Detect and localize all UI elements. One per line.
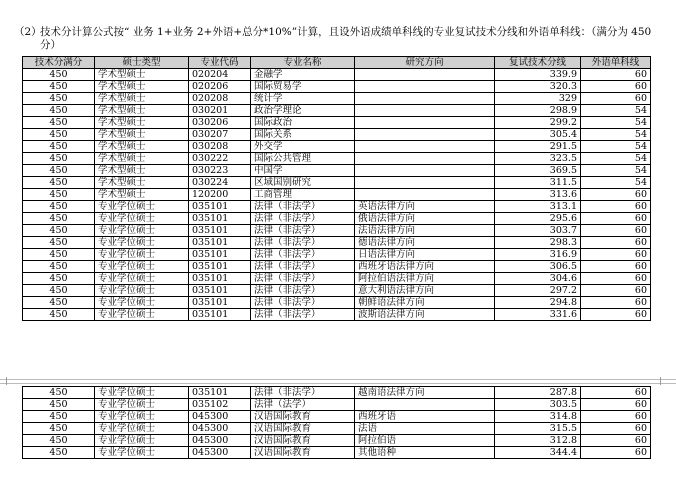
table-cell: 450 <box>23 273 95 285</box>
table-cell: 专业学位硕士 <box>95 285 189 297</box>
column-header: 研究方向 <box>355 57 495 69</box>
table-cell: 60 <box>581 225 651 237</box>
table-cell: 344.4 <box>495 447 581 459</box>
table-cell: 450 <box>23 189 95 201</box>
table-row <box>23 399 651 411</box>
table-cell: 035102 <box>189 399 251 411</box>
table-cell: 专业学位硕士 <box>95 387 189 399</box>
table-cell: 专业学位硕士 <box>95 213 189 225</box>
page-break-mark-left <box>6 377 17 385</box>
table-cell: 60 <box>581 213 651 225</box>
table-cell: 学术型硕士 <box>95 117 189 129</box>
table-cell: 国际贸易学 <box>251 81 355 93</box>
table-row <box>23 165 651 177</box>
table-cell: 314.8 <box>495 411 581 423</box>
table-cell: 法律（非法学） <box>251 297 355 309</box>
table-cell: 60 <box>581 411 651 423</box>
table-cell: 369.5 <box>495 165 581 177</box>
table-cell: 俄语法律方向 <box>355 213 495 225</box>
table-cell: 学术型硕士 <box>95 153 189 165</box>
table-cell <box>355 69 495 81</box>
table-cell: 国际公共管理 <box>251 153 355 165</box>
table-cell: 450 <box>23 423 95 435</box>
table-cell: 汉语国际教育 <box>251 447 355 459</box>
intro-text-line2: 分） <box>40 39 61 51</box>
table-row <box>23 153 651 165</box>
table-cell: 450 <box>23 93 95 105</box>
table-cell: 学术型硕士 <box>95 189 189 201</box>
table-cell: 54 <box>581 165 651 177</box>
table-row <box>23 213 651 225</box>
table-cell: 法律（非法学） <box>251 237 355 249</box>
table-cell: 法律（非法学） <box>251 201 355 213</box>
table-cell: 60 <box>581 69 651 81</box>
table-cell: 日语法律方向 <box>355 249 495 261</box>
table-cell: 其他语种 <box>355 447 495 459</box>
table-cell: 298.3 <box>495 237 581 249</box>
table-cell: 60 <box>581 435 651 447</box>
table-cell: 450 <box>23 435 95 447</box>
table-cell: 西班牙语 <box>355 411 495 423</box>
table-cell: 045300 <box>189 435 251 447</box>
table-cell: 120200 <box>189 189 251 201</box>
table-cell: 专业学位硕士 <box>95 225 189 237</box>
table-cell: 阿拉伯语法律方向 <box>355 273 495 285</box>
table-cell: 312.8 <box>495 435 581 447</box>
table-cell: 60 <box>581 447 651 459</box>
table-cell: 450 <box>23 153 95 165</box>
column-header: 硕士类型 <box>95 57 189 69</box>
table-cell: 030208 <box>189 141 251 153</box>
column-header: 专业代码 <box>189 57 251 69</box>
table-cell <box>355 117 495 129</box>
table-cell: 专业学位硕士 <box>95 297 189 309</box>
table-cell: 60 <box>581 285 651 297</box>
table-cell: 60 <box>581 189 651 201</box>
table-row <box>23 81 651 93</box>
table-cell: 西班牙语法律方向 <box>355 261 495 273</box>
table-cell: 450 <box>23 387 95 399</box>
table-cell <box>355 129 495 141</box>
intro-paragraph <box>14 26 666 52</box>
table-row <box>23 249 651 261</box>
table-cell: 60 <box>581 237 651 249</box>
table-cell: 450 <box>23 213 95 225</box>
column-header: 专业名称 <box>251 57 355 69</box>
table-cell: 中国学 <box>251 165 355 177</box>
table-row <box>23 285 651 297</box>
table-cell: 315.5 <box>495 423 581 435</box>
table-row <box>23 261 651 273</box>
table-cell: 学术型硕士 <box>95 129 189 141</box>
table-cell: 020204 <box>189 69 251 81</box>
table-cell: 294.8 <box>495 297 581 309</box>
table-cell <box>355 105 495 117</box>
table-cell <box>355 189 495 201</box>
table-cell: 54 <box>581 141 651 153</box>
table-cell: 法律（非法学） <box>251 387 355 399</box>
table-cell: 越南语法律方向 <box>355 387 495 399</box>
table-cell: 030201 <box>189 105 251 117</box>
table-cell: 035101 <box>189 225 251 237</box>
table-cell: 汉语国际教育 <box>251 423 355 435</box>
table-cell: 450 <box>23 129 95 141</box>
table-cell: 450 <box>23 411 95 423</box>
table-cell: 专业学位硕士 <box>95 447 189 459</box>
table-cell: 035101 <box>189 297 251 309</box>
table-row <box>23 105 651 117</box>
table-cell <box>355 165 495 177</box>
table-cell: 汉语国际教育 <box>251 435 355 447</box>
table-cell: 035101 <box>189 387 251 399</box>
table-cell: 287.8 <box>495 387 581 399</box>
table-body-page2 <box>23 387 651 459</box>
table-cell: 450 <box>23 309 95 321</box>
table-cell: 专业学位硕士 <box>95 237 189 249</box>
table-cell: 311.5 <box>495 177 581 189</box>
table-cell: 汉语国际教育 <box>251 411 355 423</box>
table-cell: 450 <box>23 447 95 459</box>
table-cell: 60 <box>581 273 651 285</box>
table-cell: 045300 <box>189 411 251 423</box>
table-cell: 54 <box>581 177 651 189</box>
table-cell: 450 <box>23 177 95 189</box>
table-row <box>23 177 651 189</box>
table-cell: 法律（非法学） <box>251 309 355 321</box>
table-cell: 298.9 <box>495 105 581 117</box>
table-cell: 035101 <box>189 201 251 213</box>
table-cell: 学术型硕士 <box>95 69 189 81</box>
table-row <box>23 69 651 81</box>
table-cell: 法律（非法学） <box>251 273 355 285</box>
table-row <box>23 117 651 129</box>
table-cell: 035101 <box>189 285 251 297</box>
table-cell: 60 <box>581 309 651 321</box>
table-cell: 450 <box>23 297 95 309</box>
table-cell: 450 <box>23 237 95 249</box>
table-cell: 020206 <box>189 81 251 93</box>
table-cell: 工商管理 <box>251 189 355 201</box>
table-cell: 法语法律方向 <box>355 225 495 237</box>
table-cell: 朝鲜语法律方向 <box>355 297 495 309</box>
table-cell: 450 <box>23 399 95 411</box>
table-cell: 313.6 <box>495 189 581 201</box>
table-cell: 60 <box>581 81 651 93</box>
table-cell: 60 <box>581 297 651 309</box>
table-cell <box>355 177 495 189</box>
table-cell: 金融学 <box>251 69 355 81</box>
table-cell: 450 <box>23 201 95 213</box>
table-cell: 323.5 <box>495 153 581 165</box>
table-row <box>23 309 651 321</box>
table-cell: 320.3 <box>495 81 581 93</box>
table-cell: 450 <box>23 165 95 177</box>
table-row <box>23 447 651 459</box>
table-cell: 国际关系 <box>251 129 355 141</box>
table-cell: 329 <box>495 93 581 105</box>
table-header-row <box>23 57 651 69</box>
column-header: 外语单科线 <box>581 57 651 69</box>
table-cell: 035101 <box>189 237 251 249</box>
column-header: 技术分满分 <box>23 57 95 69</box>
table-cell: 035101 <box>189 309 251 321</box>
table-cell: 54 <box>581 117 651 129</box>
table-cell: 303.5 <box>495 399 581 411</box>
table-cell: 学术型硕士 <box>95 141 189 153</box>
intro-number: （2） <box>14 26 42 38</box>
table-cell: 030206 <box>189 117 251 129</box>
table-cell: 030223 <box>189 165 251 177</box>
table-row <box>23 225 651 237</box>
table-cell: 法律（法学） <box>251 399 355 411</box>
table-row <box>23 93 651 105</box>
table-row <box>23 423 651 435</box>
table-row <box>23 129 651 141</box>
table-row <box>23 435 651 447</box>
table-cell: 045300 <box>189 447 251 459</box>
table-cell: 297.2 <box>495 285 581 297</box>
table-cell: 450 <box>23 261 95 273</box>
table-cell: 学术型硕士 <box>95 165 189 177</box>
table-cell: 306.5 <box>495 261 581 273</box>
table-cell: 60 <box>581 93 651 105</box>
table-cell: 德语法律方向 <box>355 237 495 249</box>
table-cell: 法律（非法学） <box>251 261 355 273</box>
table-cell: 专业学位硕士 <box>95 399 189 411</box>
table-cell: 020208 <box>189 93 251 105</box>
table-cell: 阿拉伯语 <box>355 435 495 447</box>
table-row <box>23 189 651 201</box>
intro-line-1 <box>14 26 666 39</box>
table-cell: 法律（非法学） <box>251 225 355 237</box>
column-header: 复试技术分线 <box>495 57 581 69</box>
table-cell: 学术型硕士 <box>95 93 189 105</box>
table-row <box>23 201 651 213</box>
table-cell: 303.7 <box>495 225 581 237</box>
page-break-mark-right <box>660 377 671 385</box>
table-cell <box>355 93 495 105</box>
table-cell: 法律（非法学） <box>251 285 355 297</box>
table-cell <box>355 399 495 411</box>
table-cell: 60 <box>581 387 651 399</box>
table-cell: 030207 <box>189 129 251 141</box>
table-cell: 学术型硕士 <box>95 105 189 117</box>
table-cell: 专业学位硕士 <box>95 201 189 213</box>
score-table-page1 <box>22 56 651 321</box>
table-cell: 法语 <box>355 423 495 435</box>
table-cell: 450 <box>23 249 95 261</box>
table-row <box>23 387 651 399</box>
table-cell: 450 <box>23 105 95 117</box>
table-cell <box>355 153 495 165</box>
table-cell: 035101 <box>189 273 251 285</box>
table-cell: 450 <box>23 141 95 153</box>
table-cell: 035101 <box>189 213 251 225</box>
table-cell: 专业学位硕士 <box>95 309 189 321</box>
table-cell: 区域国别研究 <box>251 177 355 189</box>
table-cell: 60 <box>581 399 651 411</box>
table-cell <box>355 81 495 93</box>
table-cell: 291.5 <box>495 141 581 153</box>
table-cell: 波斯语法律方向 <box>355 309 495 321</box>
table-cell: 国际政治 <box>251 117 355 129</box>
table-cell: 意大利语法律方向 <box>355 285 495 297</box>
table-cell: 035101 <box>189 249 251 261</box>
table-cell: 450 <box>23 81 95 93</box>
table-cell: 450 <box>23 285 95 297</box>
table-cell: 304.6 <box>495 273 581 285</box>
table-cell: 305.4 <box>495 129 581 141</box>
table-cell: 313.1 <box>495 201 581 213</box>
table-cell: 450 <box>23 69 95 81</box>
table-cell: 统计学 <box>251 93 355 105</box>
table-cell: 299.2 <box>495 117 581 129</box>
table-cell: 60 <box>581 261 651 273</box>
table-cell: 316.9 <box>495 249 581 261</box>
table-cell: 专业学位硕士 <box>95 435 189 447</box>
table-cell: 法律（非法学） <box>251 249 355 261</box>
table-cell: 045300 <box>189 423 251 435</box>
table-cell: 54 <box>581 105 651 117</box>
score-table-page2 <box>22 386 651 459</box>
table-cell: 专业学位硕士 <box>95 261 189 273</box>
table-cell: 54 <box>581 153 651 165</box>
table-cell: 030222 <box>189 153 251 165</box>
table-cell: 035101 <box>189 261 251 273</box>
table-row <box>23 237 651 249</box>
table-cell: 60 <box>581 249 651 261</box>
table-cell: 英语法律方向 <box>355 201 495 213</box>
table-cell: 法律（非法学） <box>251 213 355 225</box>
table-cell: 政治学理论 <box>251 105 355 117</box>
table-cell <box>355 141 495 153</box>
table-cell: 60 <box>581 423 651 435</box>
table-cell: 专业学位硕士 <box>95 273 189 285</box>
table-cell: 60 <box>581 201 651 213</box>
table-cell: 54 <box>581 129 651 141</box>
table-cell: 450 <box>23 117 95 129</box>
table-cell: 学术型硕士 <box>95 177 189 189</box>
table-cell: 295.6 <box>495 213 581 225</box>
table-row <box>23 297 651 309</box>
table-row <box>23 141 651 153</box>
table-body-page1 <box>23 69 651 321</box>
intro-text-line1: 技术分计算公式按“ 业务 1+业务 2+外语+总分*10%”计算，且设外语成绩单科线的专业复试技术分线和外语单科线：（满分为 450 <box>40 26 652 38</box>
table-cell: 339.9 <box>495 69 581 81</box>
table-cell: 030224 <box>189 177 251 189</box>
table-cell: 专业学位硕士 <box>95 249 189 261</box>
table-cell: 专业学位硕士 <box>95 423 189 435</box>
table-cell: 学术型硕士 <box>95 81 189 93</box>
table-cell: 外交学 <box>251 141 355 153</box>
table-row <box>23 273 651 285</box>
table-cell: 450 <box>23 225 95 237</box>
table-row <box>23 411 651 423</box>
table-cell: 专业学位硕士 <box>95 411 189 423</box>
page-break-divider <box>0 379 676 384</box>
table-cell: 331.6 <box>495 309 581 321</box>
